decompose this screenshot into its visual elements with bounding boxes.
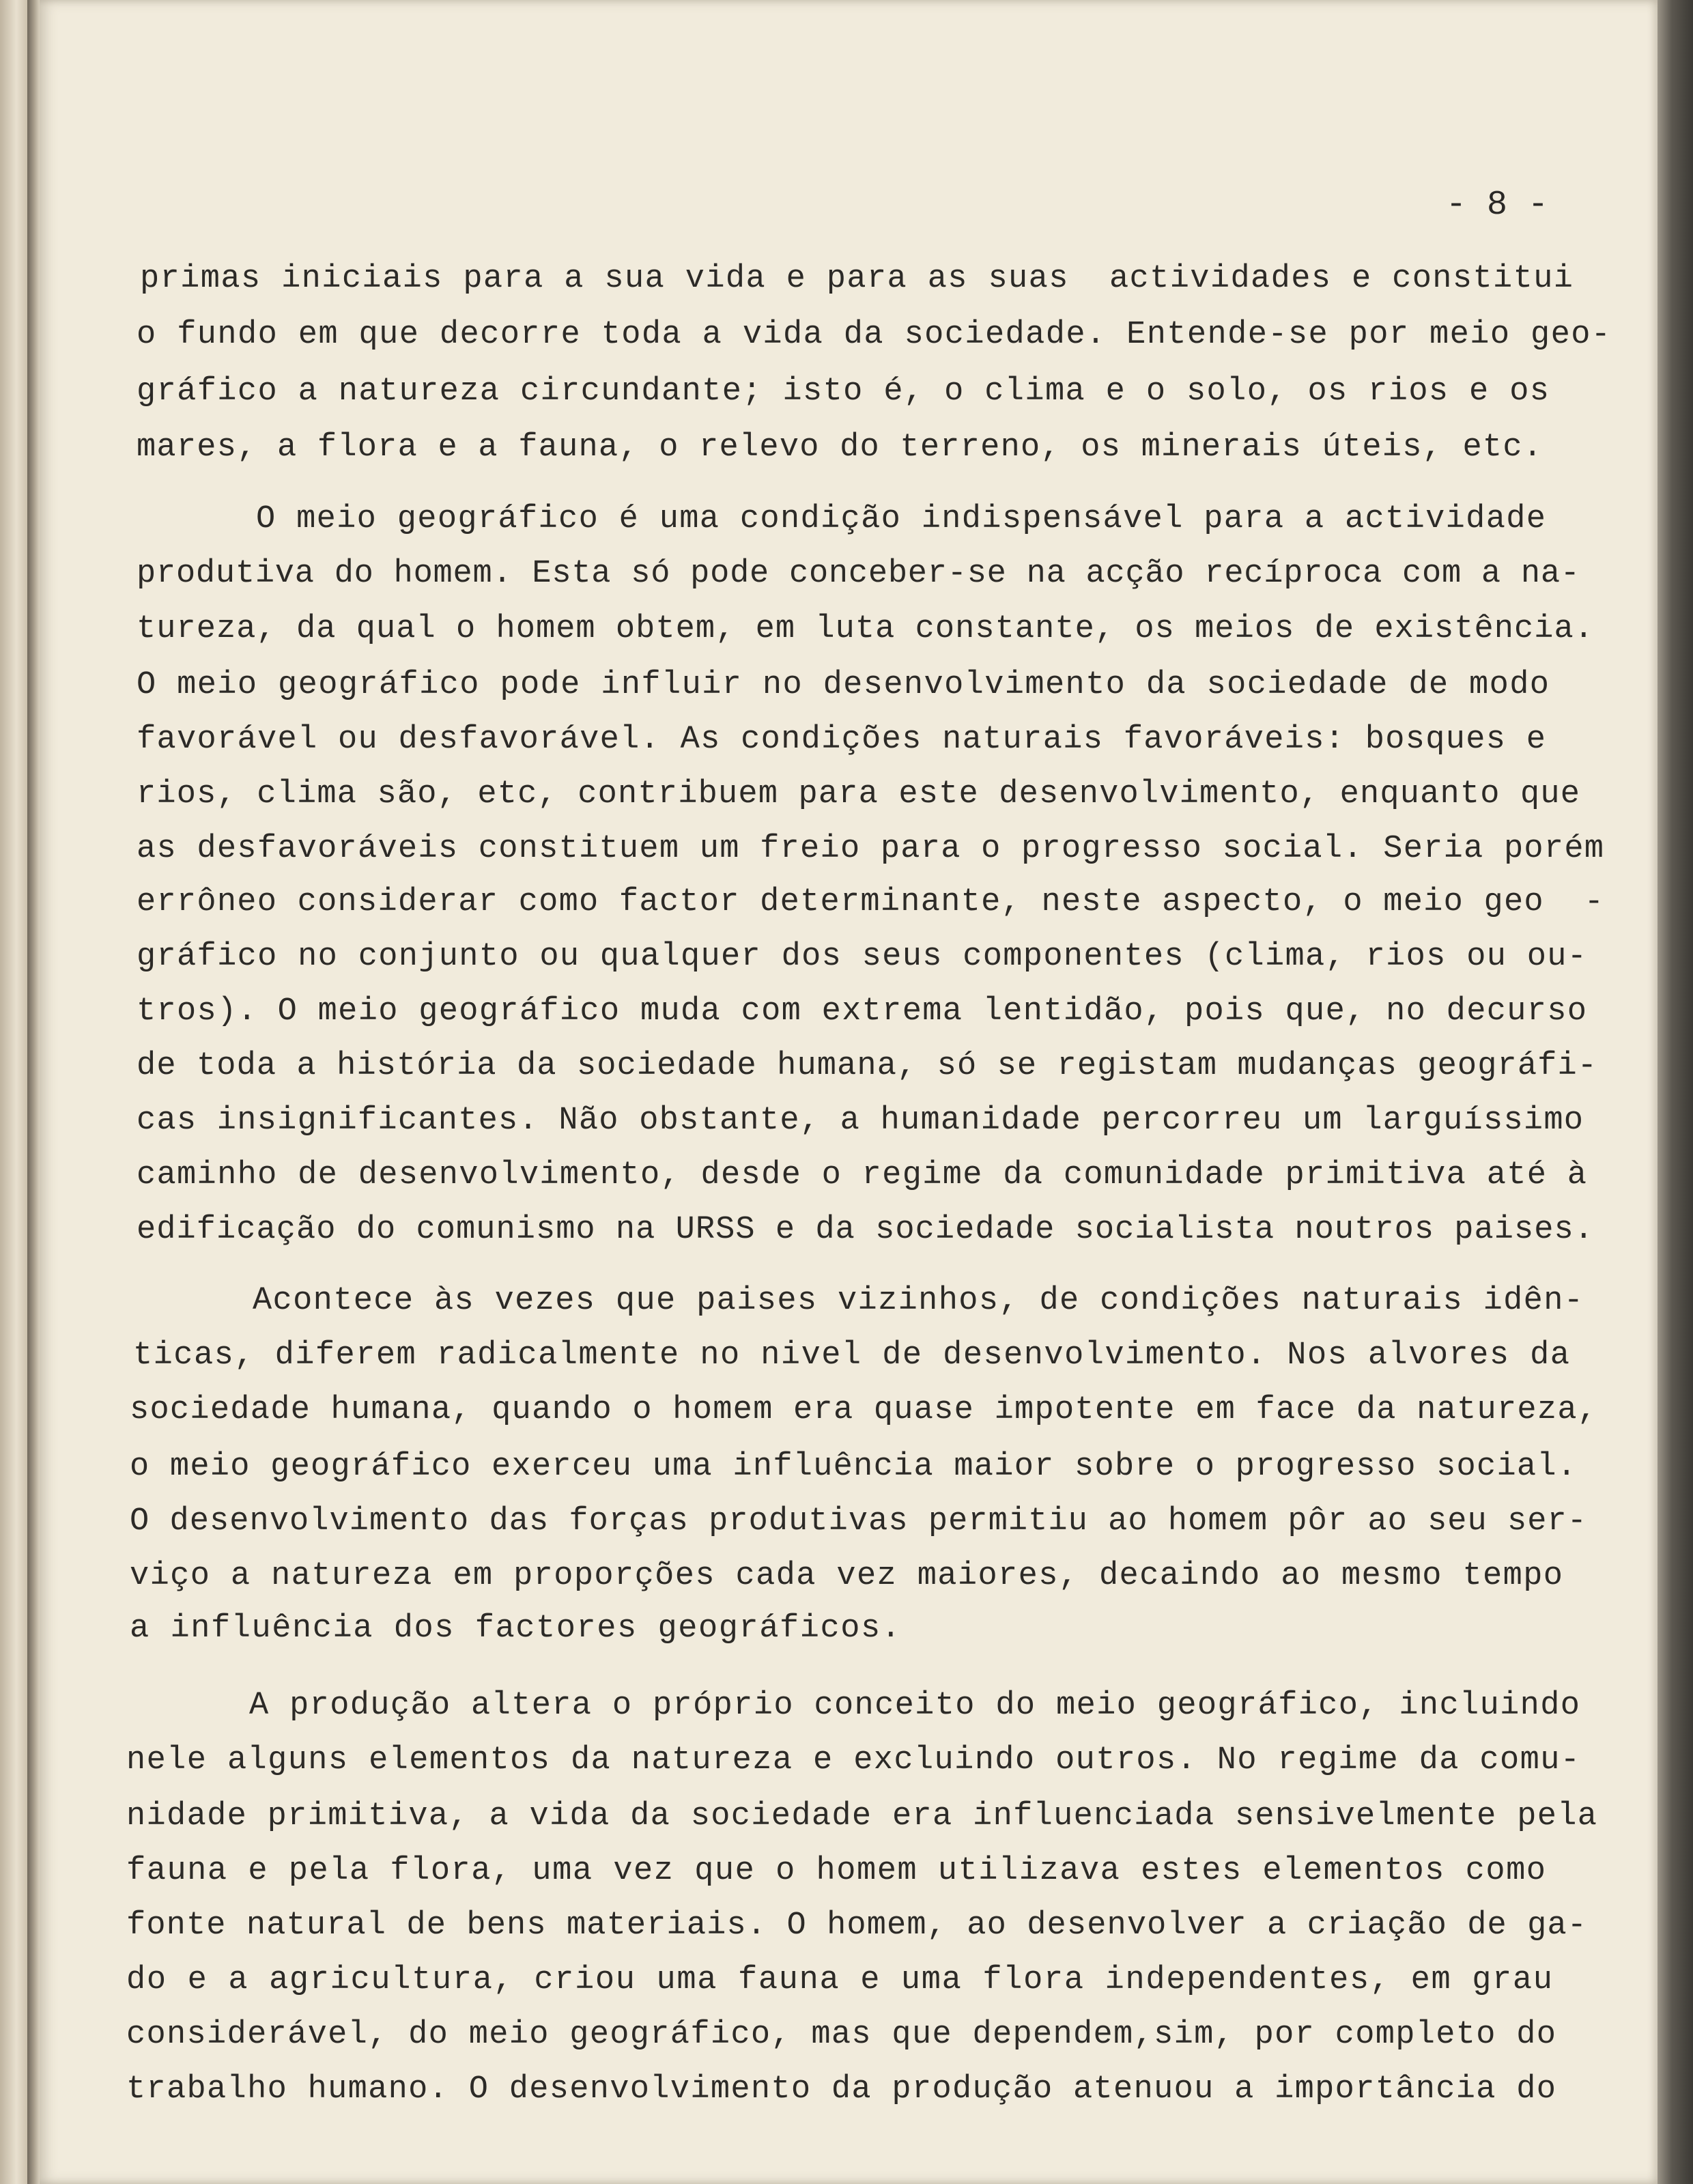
text-line: favorável ou desfavorável. As condições naturais favoráveis: bosques e: [137, 722, 1547, 758]
text-line: gráfico no conjunto ou qualquer dos seus componentes (clima, rios ou ou-: [137, 939, 1588, 975]
text-line: tros). O meio geográfico muda com extrema lentidão, pois que, no decurso: [137, 993, 1588, 1030]
text-line: o fundo em que decorre toda a vida da sociedade. Entende-se por meio geo-: [137, 317, 1612, 353]
text-line: ticas, diferem radicalmente no nivel de desenvolvimento. Nos alvores da: [133, 1337, 1571, 1374]
text-line: O meio geográfico é uma condição indispensável para a actividade: [256, 501, 1547, 537]
text-line: considerável, do meio geográfico, mas que dependem,sim, por completo do: [126, 2017, 1557, 2053]
text-line: do e a agricultura, criou uma fauna e uma flora independentes, em grau: [126, 1962, 1554, 1998]
text-line: caminho de desenvolvimento, desde o regime da comunidade primitiva até à: [137, 1157, 1588, 1193]
text-line: edificação do comunismo na URSS e da sociedade socialista noutros paises.: [137, 1212, 1595, 1248]
text-line: Acontece às vezes que paises vizinhos, de condições naturais idên-: [253, 1283, 1584, 1319]
text-line: trabalho humano. O desenvolvimento da produção atenuou a importância do: [126, 2071, 1557, 2108]
text-line: tureza, da qual o homem obtem, em luta constante, os meios de existência.: [137, 611, 1595, 647]
text-line: cas insignificantes. Não obstante, a humanidade percorreu um larguíssimo: [137, 1103, 1584, 1139]
text-line: O desenvolvimento das forças produtivas permitiu ao homem pôr ao seu ser-: [130, 1503, 1588, 1540]
page-number: - 8 -: [1446, 186, 1549, 225]
text-line: o meio geográfico exerceu uma influência maior sobre o progresso social.: [130, 1449, 1578, 1485]
text-line: nele alguns elementos da natureza e excluindo outros. No regime da comu-: [126, 1742, 1581, 1778]
text-line: a influência dos factores geográficos.: [130, 1611, 902, 1647]
text-line: produtiva do homem. Esta só pode conceber-se na acção recíproca com a na-: [137, 556, 1580, 592]
text-line: de toda a história da sociedade humana, só se registam mudanças geográfi-: [137, 1048, 1598, 1084]
text-line: sociedade humana, quando o homem era quase impotente em face da natureza,: [130, 1392, 1598, 1428]
text-line: gráfico a natureza circundante; isto é, o clima e o solo, os rios e os: [137, 373, 1550, 410]
text-line: primas iniciais para a sua vida e para as suas actividades e constitui: [140, 261, 1574, 297]
text-line: O meio geográfico pode influir no desenvolvimento da sociedade de modo: [137, 667, 1550, 703]
text-line: mares, a flora e a fauna, o relevo do terreno, os minerais úteis, etc.: [137, 429, 1543, 466]
text-line: viço a natureza em proporções cada vez maiores, decaindo ao mesmo tempo: [130, 1558, 1564, 1594]
text-line: fauna e pela flora, uma vez que o homem utilizava estes elementos como: [126, 1853, 1547, 1889]
text-line: as desfavoráveis constituem um freio para o progresso social. Seria porém: [137, 831, 1605, 867]
text-line: fonte natural de bens materiais. O homem, ao desenvolver a criação de ga-: [126, 1908, 1588, 1944]
text-line: A produção altera o próprio conceito do meio geográfico, incluindo: [249, 1688, 1581, 1724]
text-line: nidade primitiva, a vida da sociedade era influenciada sensivelmente pela: [126, 1798, 1598, 1834]
text-line: rios, clima são, etc, contribuem para este desenvolvimento, enquanto que: [137, 776, 1581, 812]
text-line: errôneo considerar como factor determinante, neste aspecto, o meio geo -: [137, 884, 1605, 920]
